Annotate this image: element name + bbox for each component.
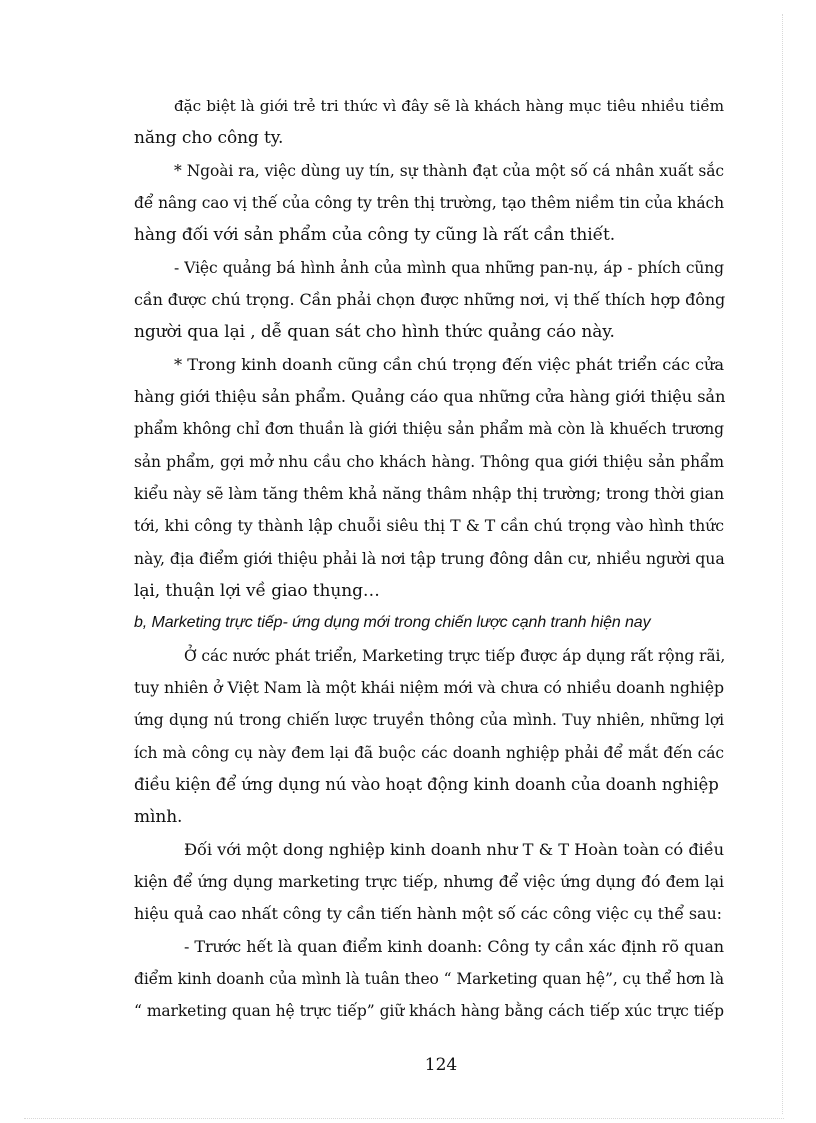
text-line: “ marketing quan hệ trực tiếp” giữ khách hàng bằng cách tiếp xúc trực tiếp xyxy=(134,1002,724,1020)
text-line: điểm kinh doanh của mình là tuân theo “ Marketing quan hệ”, cụ thể hơn là xyxy=(134,970,724,988)
text-line: phẩm không chỉ đơn thuần là giới thiệu sản phẩm mà còn là khuếch trương xyxy=(134,420,724,438)
text-line: hiệu quả cao nhất công ty cần tiến hành một số các công việc cụ thể sau: xyxy=(134,904,722,923)
text-line: điều kiện để ứng dụng nú vào hoạt động kinh doanh của doanh nghiệp xyxy=(134,775,719,794)
text-line: ứng dụng nú trong chiến lược truyền thông của mình. Tuy nhiên, những lợi xyxy=(134,711,724,729)
text-line: hàng đối với sản phẩm của công ty cũng là rất cần thiết. xyxy=(134,225,616,245)
section-heading: b, Marketing trực tiếp- ứng dụng mới trong chiến lược cạnh tranh hiện nay xyxy=(134,614,651,631)
page-border-bottom xyxy=(24,1118,784,1120)
text-line: đặc biệt là giới trẻ tri thức vì đây sẽ là khách hàng mục tiêu nhiều tiềm xyxy=(174,97,724,115)
text-line: sản phẩm, gợi mở nhu cầu cho khách hàng. Thông qua giới thiệu sản phẩm xyxy=(134,453,724,471)
text-line: * Trong kinh doanh cũng cần chú trọng đến việc phát triển các cửa xyxy=(174,355,724,374)
text-line: * Ngoài ra, việc dùng uy tín, sự thành đạt của một số cá nhân xuất sắc xyxy=(174,162,724,180)
text-line: tới, khi công ty thành lập chuỗi siêu thị T & T cần chú trọng vào hình thức xyxy=(134,516,724,535)
text-line: mình. xyxy=(134,807,183,827)
text-line: năng cho công ty. xyxy=(134,128,284,148)
text-line: này, địa điểm giới thiệu phải là nơi tập trung đông dân cư, nhiều người qua xyxy=(134,549,725,568)
text-line: kiện để ứng dụng marketing trực tiếp, nhưng để việc ứng dụng đó đem lại xyxy=(134,872,724,891)
text-line: kiểu này sẽ làm tăng thêm khả năng thâm nhập thị trường; trong thời gian xyxy=(134,484,724,503)
text-line: lại, thuận lợi về giao thụng… xyxy=(134,581,380,601)
text-line: tuy nhiên ở Việt Nam là một khái niệm mới và chưa có nhiều doanh nghiệp xyxy=(134,678,725,697)
text-line: - Việc quảng bá hình ảnh của mình qua những pan-nụ, áp - phích cũng xyxy=(174,259,724,277)
text-line: người qua lại , dễ quan sát cho hình thức quảng cáo này. xyxy=(134,322,615,342)
text-line: - Trước hết là quan điểm kinh doanh: Công ty cần xác định rõ quan xyxy=(184,937,724,956)
text-line: Đối với một dong nghiệp kinh doanh như T & T Hoàn toàn có điều xyxy=(184,840,724,859)
text-line: ích mà công cụ này đem lại đã buộc các doanh nghiệp phải để mắt đến các xyxy=(134,744,724,762)
text-line: Ở các nước phát triển, Marketing trực tiếp được áp dụng rất rộng rãi, xyxy=(184,647,726,665)
text-line: cần được chú trọng. Cần phải chọn được những nơi, vị thế thích hợp đông xyxy=(134,290,726,309)
text-line: hàng giới thiệu sản phẩm. Quảng cáo qua những cửa hàng giới thiệu sản xyxy=(134,387,726,406)
page-border-right xyxy=(782,14,784,1114)
page-number: 124 xyxy=(424,1055,458,1075)
text-line: để nâng cao vị thế của công ty trên thị trường, tạo thêm niềm tin của khách xyxy=(134,194,724,212)
